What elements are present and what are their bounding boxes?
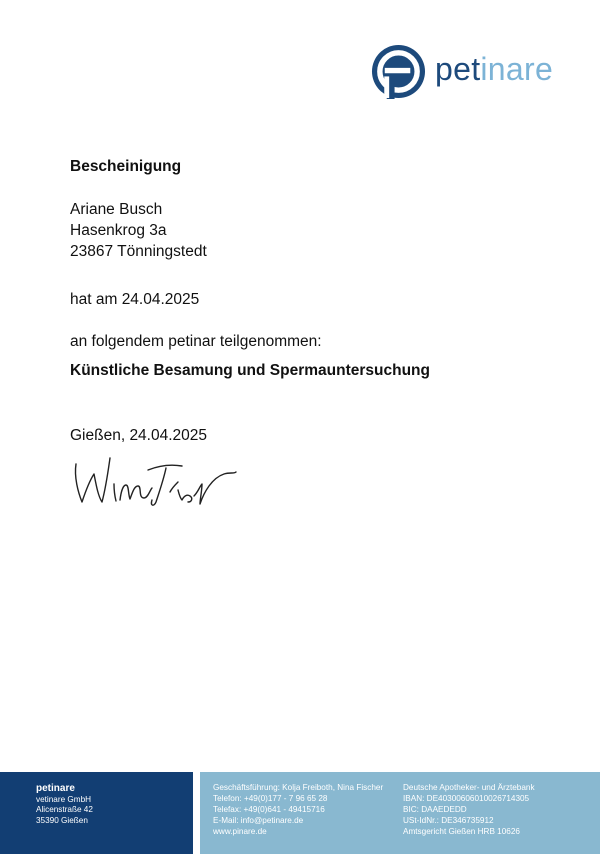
logo-text-inare: inare: [480, 51, 554, 87]
footer-web: www.pinare.de: [213, 826, 267, 836]
footer-vat: USt-IdNr.: DE346735912: [403, 815, 494, 825]
footer-details-block: [200, 772, 600, 854]
document-title: Bescheinigung: [70, 158, 182, 175]
logo-text-pet: pet: [435, 51, 481, 87]
signature: [66, 452, 246, 514]
footer-contact-info: [213, 783, 383, 838]
recipient-street: Hasenkrog 3a: [70, 222, 167, 239]
footer-company-info: [36, 783, 93, 827]
footer-company-name: vetinare GmbH: [36, 794, 92, 804]
footer-company-street: Alicenstraße 42: [36, 805, 93, 815]
footer-brand: petinare: [36, 783, 75, 794]
petinare-logo-icon: [371, 44, 426, 99]
footer-company-city: 35390 Gießen: [36, 816, 88, 826]
recipient-name: Ariane Busch: [70, 201, 163, 218]
recipient-city: 23867 Tönningstedt: [70, 243, 207, 260]
footer-management: Geschäftsführung: Kolja Freiboth, Nina Fischer: [213, 783, 384, 792]
footer-register: Amtsgericht Gießen HRB 10626: [403, 826, 520, 836]
participation-line: an folgendem petinar teilgenommen:: [70, 333, 322, 350]
footer-company-block: [0, 772, 193, 854]
footer-email: E-Mail: info@petinare.de: [213, 815, 304, 825]
footer-bank-name: Deutsche Apotheker- und Ärztebank: [403, 783, 535, 792]
footer-fax: Telefax: +49(0)641 - 49415716: [213, 804, 325, 814]
company-logo: [371, 44, 571, 100]
footer-bic: BIC: DAAEDEDD: [403, 804, 467, 814]
recipient-address: [70, 199, 207, 262]
course-title: Künstliche Besamung und Spermauntersuchung: [70, 362, 430, 379]
footer-iban: IBAN: DE40300606010026714305: [403, 793, 530, 803]
footer-bank-info: [403, 783, 535, 838]
attendance-date-line: hat am 24.04.2025: [70, 291, 200, 308]
footer: [0, 772, 600, 854]
place-date: Gießen, 24.04.2025: [70, 427, 208, 444]
logo-wordmark: [435, 51, 553, 88]
footer-phone: Telefon: +49(0)177 - 7 96 65 28: [213, 793, 328, 803]
